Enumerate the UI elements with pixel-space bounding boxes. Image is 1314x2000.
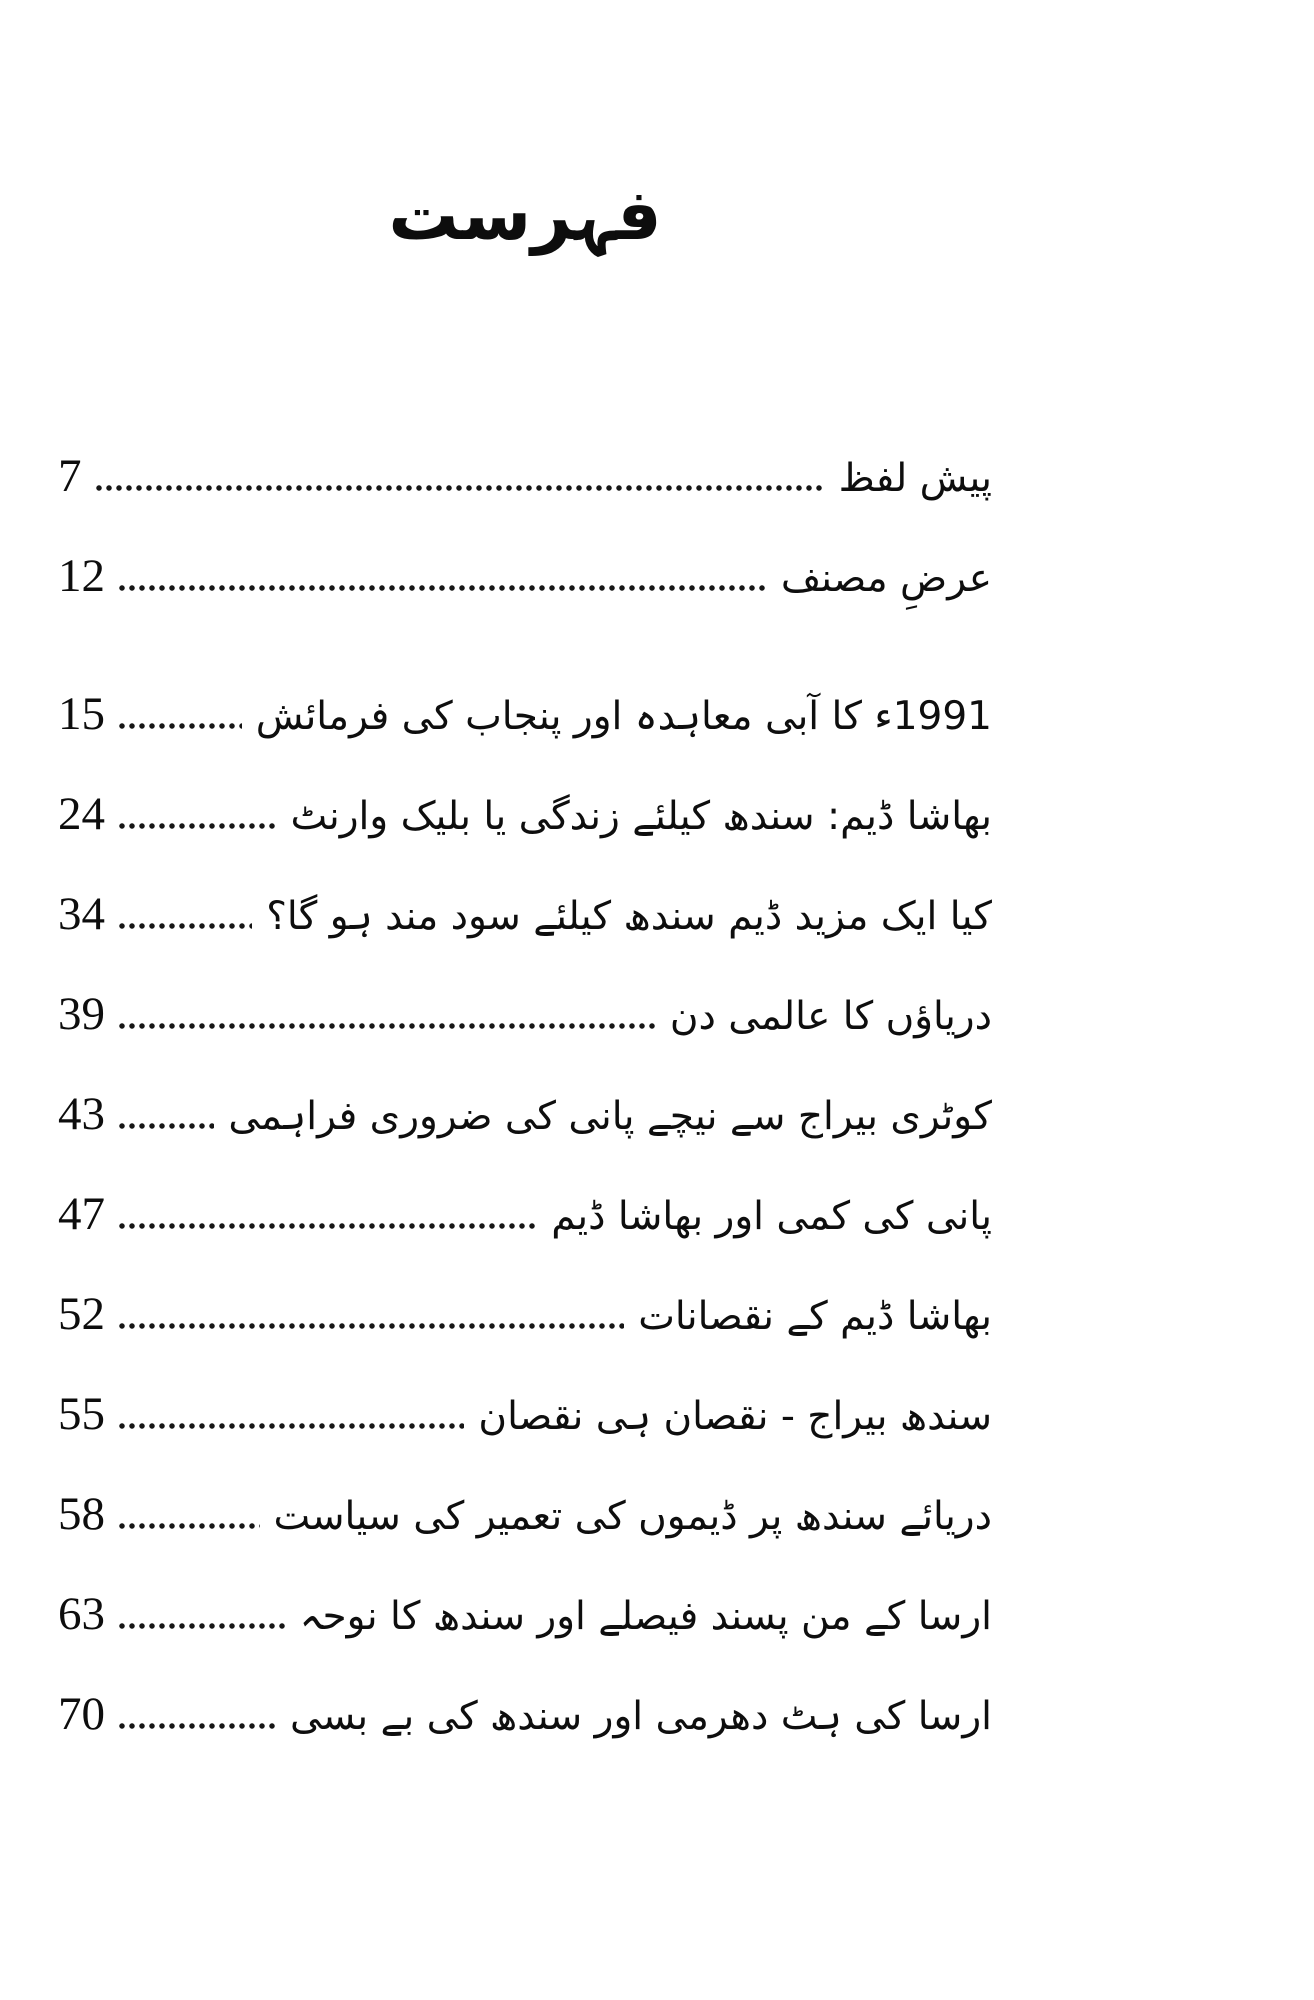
toc-entry-title: کیا ایک مزید ڈیم سندھ کیلئے سود مند ہو گا؟ — [266, 894, 992, 939]
dot-leader — [117, 1322, 624, 1329]
toc-entry-page-number: 58 — [58, 1488, 105, 1540]
toc-entry-row — [58, 1283, 992, 1345]
dot-leader — [117, 922, 252, 929]
toc-entry-page-number: 34 — [58, 888, 105, 940]
dot-leader — [117, 1722, 276, 1729]
toc-entry-row — [58, 1183, 992, 1245]
toc-entry-title: دریائے سندھ پر ڈیموں کی تعمیر کی سیاست — [273, 1494, 992, 1539]
toc-entry-title: ارسا کے من پسند فیصلے اور سندھ کا نوحہ — [299, 1594, 992, 1639]
dot-leader — [117, 1222, 537, 1229]
content-column — [58, 0, 992, 2000]
dot-leader — [117, 584, 767, 591]
toc-entry-row — [58, 1583, 992, 1645]
dot-leader — [117, 1622, 286, 1629]
toc-entry-title: ارسا کی ہٹ دھرمی اور سندھ کی بے بسی — [289, 1694, 992, 1739]
toc-entry-title: پیش لفظ — [838, 456, 992, 501]
dot-leader — [117, 722, 242, 729]
toc-entry-title: پانی کی کمی اور بھاشا ڈیم — [551, 1194, 992, 1239]
dot-leader — [117, 1522, 260, 1529]
toc-entry-row — [58, 1483, 992, 1545]
page-title: فہرست — [388, 174, 662, 256]
dot-leader — [117, 822, 277, 829]
dot-leader — [117, 1122, 214, 1129]
dot-leader — [117, 1022, 656, 1029]
toc-entry-row — [58, 683, 992, 745]
dot-leader — [94, 484, 825, 491]
toc-entry-page-number: 12 — [58, 550, 105, 602]
toc-list — [58, 445, 992, 1745]
toc-entry-row — [58, 445, 992, 507]
toc-entry-page-number: 52 — [58, 1288, 105, 1340]
toc-entry-title: سندھ بیراج - نقصان ہی نقصان — [478, 1394, 992, 1439]
toc-entry-page-number: 15 — [58, 688, 105, 740]
toc-entry-page-number: 24 — [58, 788, 105, 840]
toc-entry-page-number: 70 — [58, 1688, 105, 1740]
toc-entry-row — [58, 1083, 992, 1145]
toc-entry-row — [58, 545, 992, 607]
toc-entry-title: کوٹری بیراج سے نیچے پانی کی ضروری فراہمی — [228, 1094, 992, 1139]
toc-entry-row — [58, 983, 992, 1045]
toc-entry-page-number: 47 — [58, 1188, 105, 1240]
toc-entry-title: 1991ء کا آبی معاہدہ اور پنجاب کی فرمائش — [255, 694, 992, 739]
toc-entry-title: بھاشا ڈیم کے نقصانات — [638, 1294, 992, 1339]
toc-entry-page-number: 39 — [58, 988, 105, 1040]
toc-entry-page-number: 63 — [58, 1588, 105, 1640]
toc-entry-title: دریاؤں کا عالمی دن — [669, 994, 992, 1039]
toc-entry-row — [58, 1683, 992, 1745]
toc-entry-row — [58, 783, 992, 845]
toc-entry-page-number: 7 — [58, 450, 82, 502]
toc-entry-page-number: 55 — [58, 1388, 105, 1440]
toc-entry-row — [58, 883, 992, 945]
toc-entry-page-number: 43 — [58, 1088, 105, 1140]
toc-entry-title: عرضِ مصنف — [780, 556, 992, 601]
toc-entry-row — [58, 1383, 992, 1445]
toc-entry-title: بھاشا ڈیم: سندھ کیلئے زندگی یا بلیک وارنٹ — [290, 794, 992, 839]
dot-leader — [117, 1422, 464, 1429]
